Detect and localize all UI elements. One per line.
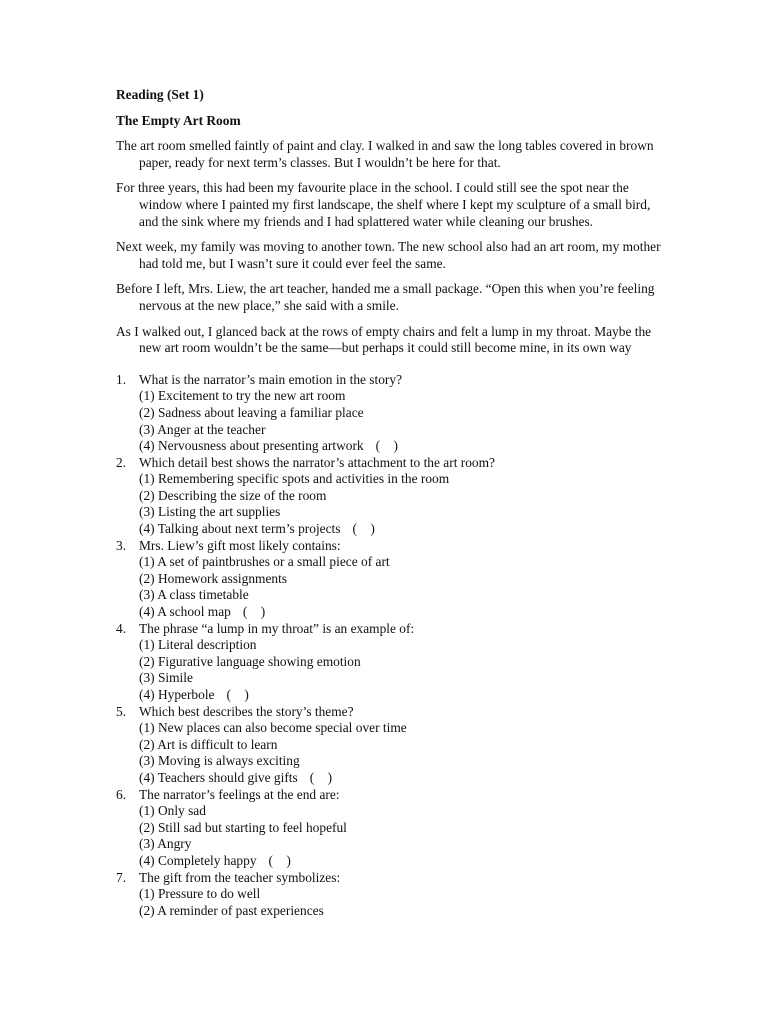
- answer-blank[interactable]: ( ): [309, 769, 333, 785]
- answer-option: (3) Moving is always exciting: [139, 753, 300, 769]
- question-number: 1.: [116, 371, 127, 387]
- answer-option-last: [139, 853, 668, 870]
- answer-option: (4) Completely happy: [139, 852, 257, 868]
- answer-blank[interactable]: ( ): [268, 852, 291, 868]
- answer-option: (4) Teachers should give gifts: [139, 769, 298, 785]
- answer-option: (2) Sadness about leaving a familiar place: [139, 404, 364, 420]
- answer-option: (1) A set of paintbrushes or a small piece of art: [139, 554, 390, 570]
- story-paragraph: For three years, this had been my favourite place in the school. I could still see the spot near the window where I painted my first landscape, the shelf where I kept my sculpture of a small bird, and the sink where my friends and I had splattered water while cleaning our brushes.: [116, 180, 651, 229]
- answer-option: (1) Remembering specific spots and activities in the room: [139, 471, 450, 487]
- answer-option: (3) Angry: [139, 836, 192, 852]
- story-paragraph: Next week, my family was moving to another town. The new school also had an art room, my mother had told me, but I wasn’t sure it could ever feel the same.: [116, 239, 661, 271]
- question-item: [116, 787, 668, 870]
- question-item: [116, 455, 668, 538]
- question-item: [116, 621, 668, 704]
- answer-option: (4) Nervousness about presenting artwork: [139, 438, 364, 454]
- question-item: [116, 704, 668, 787]
- question-number: 5.: [116, 703, 127, 719]
- question-text: Which detail best shows the narrator’s attachment to the art room?: [139, 454, 495, 470]
- question-item: [116, 538, 668, 621]
- answer-option: (1) Excitement to try the new art room: [139, 388, 346, 404]
- question-text: Which best describes the story’s theme?: [139, 703, 354, 719]
- story-paragraph: The art room smelled faintly of paint and clay. I walked in and saw the long tables covered in brown paper, ready for next term’s classes. But I wouldn’t be here for that.: [116, 138, 654, 170]
- answer-option: (2) Still sad but starting to feel hopeful: [139, 819, 347, 835]
- answer-option-last: [139, 604, 668, 621]
- answer-blank[interactable]: ( ): [226, 687, 249, 702]
- answer-option: (4) A school map: [139, 604, 231, 620]
- story-title: The Empty Art Room: [116, 112, 241, 128]
- question-number: 3.: [116, 537, 127, 553]
- answer-option: (1) New places can also become special over time: [139, 720, 407, 736]
- question-list: [116, 372, 668, 920]
- story-paragraph: Before I left, Mrs. Liew, the art teacher, handed me a small package. “Open this when you’re feeling nervous at the new place,” she said with a smile.: [116, 281, 655, 313]
- question-item: [116, 870, 668, 920]
- question-text: Mrs. Liew’s gift most likely contains:: [139, 537, 341, 553]
- answer-option-last: [139, 770, 668, 787]
- answer-option: (2) Figurative language showing emotion: [139, 653, 361, 669]
- answer-option: (4) Hyperbole: [139, 687, 215, 702]
- answer-option: (3) A class timetable: [139, 587, 249, 603]
- answer-option: (1) Only sad: [139, 803, 206, 819]
- answer-option-last: [139, 521, 668, 538]
- answer-option: (4) Talking about next term’s projects: [139, 521, 341, 537]
- question-number: 7.: [116, 869, 127, 885]
- story-paragraph: As I walked out, I glanced back at the rows of empty chairs and felt a lump in my throat. Maybe the new art room wouldn’t be the same—but perhaps it could still become mine, in its own way: [116, 323, 652, 356]
- answer-option: (2) Homework assignments: [139, 570, 288, 586]
- question-text: The phrase “a lump in my throat” is an example of:: [139, 620, 415, 636]
- question-number: 6.: [116, 786, 127, 802]
- answer-option: (1) Literal description: [139, 637, 257, 653]
- answer-blank[interactable]: ( ): [352, 521, 375, 537]
- answer-option: (1) Pressure to do well: [139, 886, 261, 902]
- answer-option: (2) Describing the size of the room: [139, 487, 327, 503]
- answer-blank[interactable]: ( ): [242, 604, 266, 620]
- answer-option: (2) Art is difficult to learn: [139, 736, 278, 752]
- answer-option: (3) Simile: [139, 670, 193, 686]
- answer-option-last: [139, 687, 668, 704]
- document-content: [116, 87, 668, 919]
- answer-option: (3) Listing the art supplies: [139, 504, 281, 520]
- answer-option: (2) A reminder of past experiences: [139, 902, 324, 918]
- answer-option-last: [139, 438, 668, 455]
- question-text: The gift from the teacher symbolizes:: [139, 869, 341, 885]
- question-number: 4.: [116, 620, 127, 636]
- set-heading: Reading (Set 1): [116, 87, 204, 102]
- answer-blank[interactable]: ( ): [375, 438, 398, 454]
- answer-option: (3) Anger at the teacher: [139, 421, 266, 437]
- question-number: 2.: [116, 454, 127, 470]
- question-text: What is the narrator’s main emotion in the story?: [139, 371, 403, 387]
- question-item: [116, 372, 668, 455]
- question-text: The narrator’s feelings at the end are:: [139, 786, 340, 802]
